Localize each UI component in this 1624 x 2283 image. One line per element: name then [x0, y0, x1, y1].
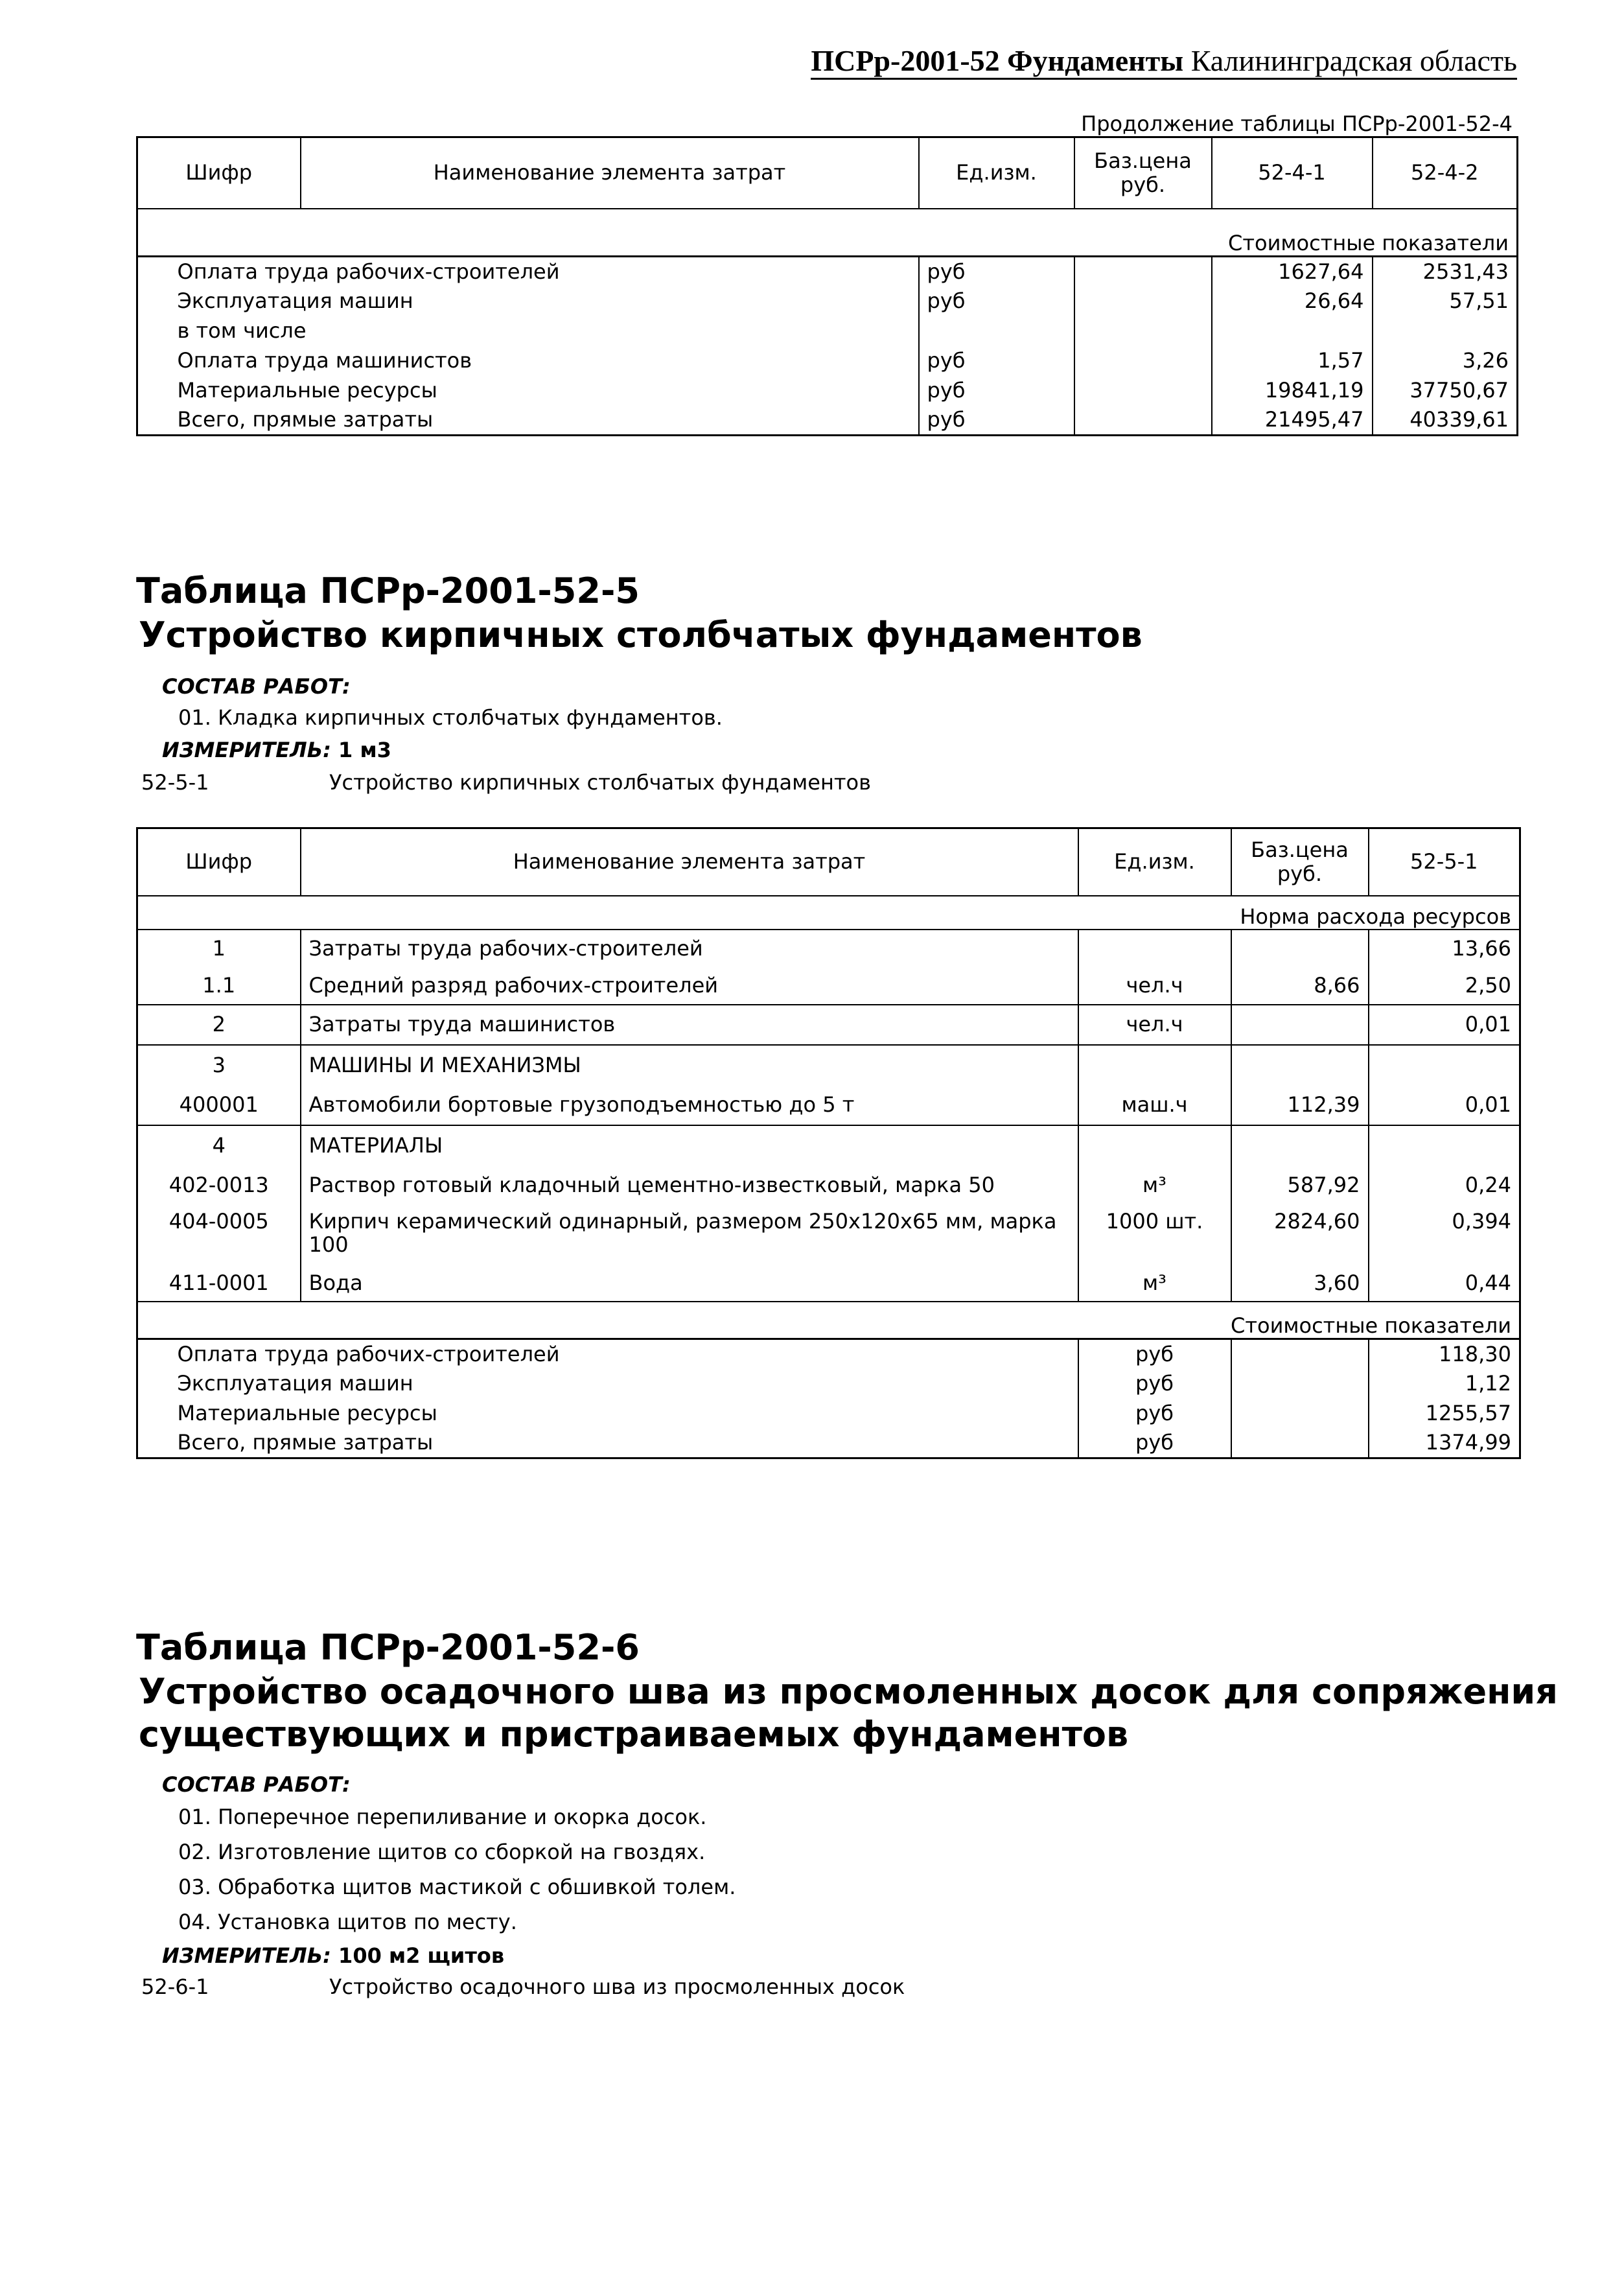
header-col2: 52-4-2	[1373, 137, 1518, 209]
table-row: Оплата труда рабочих-строителей	[301, 257, 919, 287]
table-row: Всего, прямые затраты	[301, 406, 919, 436]
header-col1: 52-4-1	[1212, 137, 1373, 209]
table5-subtitle: Устройство кирпичных столбчатых фундаментов	[139, 615, 1143, 655]
table-cell: 21495,47	[1212, 406, 1373, 436]
table-cell: маш.ч	[1078, 1085, 1231, 1125]
table-cell: 1	[137, 930, 301, 967]
table4-caption: Продолжение таблицы ПСРр-2001-52-4	[1081, 111, 1513, 136]
table-cell: Раствор готовый кладочный цементно-известковый, марка 50	[301, 1165, 1078, 1206]
header-region: Калининградская область	[1190, 44, 1517, 77]
table-cell: 400001	[137, 1085, 301, 1125]
table6-item-name: Устройство осадочного шва из просмоленных досок	[329, 1974, 905, 1999]
table-cell: 57,51	[1373, 287, 1518, 316]
table5-item-name: Устройство кирпичных столбчатых фундаментов	[329, 770, 871, 795]
table5-work-label: СОСТАВ РАБОТ:	[162, 674, 351, 699]
header-code: Шифр	[137, 137, 301, 209]
header-series: ПСРр-2001-52 Фундаменты	[811, 44, 1184, 77]
table-cell: м³	[1078, 1265, 1231, 1302]
table-cell: руб	[919, 287, 1074, 316]
table-cell: 118,30	[1369, 1339, 1520, 1369]
header-price: Баз.цена руб.	[1074, 137, 1212, 209]
table-cell: руб	[919, 376, 1074, 406]
table-row: Материальные ресурсы	[301, 1399, 1078, 1429]
table-cell: чел.ч	[1078, 1005, 1231, 1045]
header-name: Наименование элемента затрат	[301, 828, 1078, 896]
table-cell: 404-0005	[137, 1206, 301, 1265]
table-cell: Средний разряд рабочих-строителей	[301, 967, 1078, 1005]
table-cell: 2531,43	[1373, 257, 1518, 287]
table-cell: 1627,64	[1212, 257, 1373, 287]
table-cell: руб	[1078, 1339, 1231, 1369]
table-cell: 3,60	[1231, 1265, 1369, 1302]
table-row: Оплата труда машинистов	[301, 346, 919, 376]
table-cell: 19841,19	[1212, 376, 1373, 406]
table-row: Эксплуатация машин	[301, 1369, 1078, 1399]
table6-work-0: 01. Поперечное перепиливание и окорка досок.	[178, 1805, 707, 1829]
table-cell: 0,01	[1369, 1085, 1520, 1125]
table-cell: 0,24	[1369, 1165, 1520, 1206]
table-cell: 411-0001	[137, 1265, 301, 1302]
table-cell: м³	[1078, 1165, 1231, 1206]
page-header	[811, 45, 1517, 80]
table-cell: 587,92	[1231, 1165, 1369, 1206]
table-cell: 1255,57	[1369, 1399, 1520, 1429]
header-unit: Ед.изм.	[919, 137, 1074, 209]
table-cell: 40339,61	[1373, 406, 1518, 436]
header-name: Наименование элемента затрат	[301, 137, 919, 209]
table-cell: МАТЕРИАЛЫ	[301, 1125, 1078, 1165]
table-cell: руб	[919, 257, 1074, 287]
table-cell: 4	[137, 1125, 301, 1165]
table5	[136, 827, 1521, 1459]
table-cell: 1,12	[1369, 1369, 1520, 1399]
table-cell: 2,50	[1369, 967, 1520, 1005]
table6-item-code: 52-6-1	[141, 1974, 209, 1999]
table-cell: чел.ч	[1078, 967, 1231, 1005]
table6-work-3: 04. Установка щитов по месту.	[178, 1910, 517, 1934]
table-row: Оплата труда рабочих-строителей	[301, 1339, 1078, 1369]
header-code: Шифр	[137, 828, 301, 896]
cost-label: Стоимостные показатели	[137, 209, 1518, 257]
table-cell: Вода	[301, 1265, 1078, 1302]
table-cell: 0,394	[1369, 1206, 1520, 1265]
table-cell: 1.1	[137, 967, 301, 1005]
table-cell: 37750,67	[1373, 376, 1518, 406]
header-price: Баз.цена руб.	[1231, 828, 1369, 896]
table-cell: 1,57	[1212, 346, 1373, 376]
table4	[136, 136, 1518, 436]
table-cell: 13,66	[1369, 930, 1520, 967]
table-cell: 1000 шт.	[1078, 1206, 1231, 1265]
table6-work-label: СОСТАВ РАБОТ:	[162, 1772, 351, 1797]
table-cell: 26,64	[1212, 287, 1373, 316]
table-cell: руб	[1078, 1399, 1231, 1429]
table-cell: 1374,99	[1369, 1429, 1520, 1458]
table-cell: Затраты труда машинистов	[301, 1005, 1078, 1045]
table-row: Эксплуатация машин	[301, 287, 919, 316]
table5-meter: ИЗМЕРИТЕЛЬ: 1 м3	[162, 738, 391, 762]
table-cell: 112,39	[1231, 1085, 1369, 1125]
table6-work-1: 02. Изготовление щитов со сборкой на гвоздях.	[178, 1840, 706, 1864]
table-cell: 0,01	[1369, 1005, 1520, 1045]
norm-label: Норма расхода ресурсов	[137, 896, 1520, 930]
table-cell: 3	[137, 1045, 301, 1085]
header-unit: Ед.изм.	[1078, 828, 1231, 896]
table5-work-0: 01. Кладка кирпичных столбчатых фундаментов.	[178, 705, 723, 730]
table5-item-code: 52-5-1	[141, 770, 209, 795]
table-cell: руб	[919, 406, 1074, 436]
cost-label: Стоимостные показатели	[137, 1302, 1520, 1339]
table-row: Материальные ресурсы	[301, 376, 919, 406]
header-col1: 52-5-1	[1369, 828, 1520, 896]
table6-meter: ИЗМЕРИТЕЛЬ: 100 м2 щитов	[162, 1943, 505, 1968]
table5-title: Таблица ПСРр-2001-52-5	[136, 570, 640, 611]
table-cell: руб	[919, 346, 1074, 376]
table-cell: Кирпич керамический одинарный, размером 250х120х65 мм, марка 100	[301, 1206, 1078, 1265]
table-cell: МАШИНЫ И МЕХАНИЗМЫ	[301, 1045, 1078, 1085]
table-row: Всего, прямые затраты	[301, 1429, 1078, 1458]
table-cell: 8,66	[1231, 967, 1369, 1005]
table6-title: Таблица ПСРр-2001-52-6	[136, 1627, 640, 1668]
table-cell: 2824,60	[1231, 1206, 1369, 1265]
table6-subtitle-2: существующих и пристраиваемых фундаментов	[139, 1714, 1129, 1755]
table-cell: 402-0013	[137, 1165, 301, 1206]
table-cell: 3,26	[1373, 346, 1518, 376]
table-cell: 0,44	[1369, 1265, 1520, 1302]
table-cell: 2	[137, 1005, 301, 1045]
table-cell: руб	[1078, 1429, 1231, 1458]
table-cell: руб	[1078, 1369, 1231, 1399]
table-cell: Автомобили бортовые грузоподъемностью до 5 т	[301, 1085, 1078, 1125]
table6-subtitle-1: Устройство осадочного шва из просмоленных досок для сопряжения	[139, 1671, 1558, 1712]
table6-work-2: 03. Обработка щитов мастикой с обшивкой толем.	[178, 1875, 736, 1899]
table-row: в том числе	[301, 316, 919, 346]
table-cell: Затраты труда рабочих-строителей	[301, 930, 1078, 967]
